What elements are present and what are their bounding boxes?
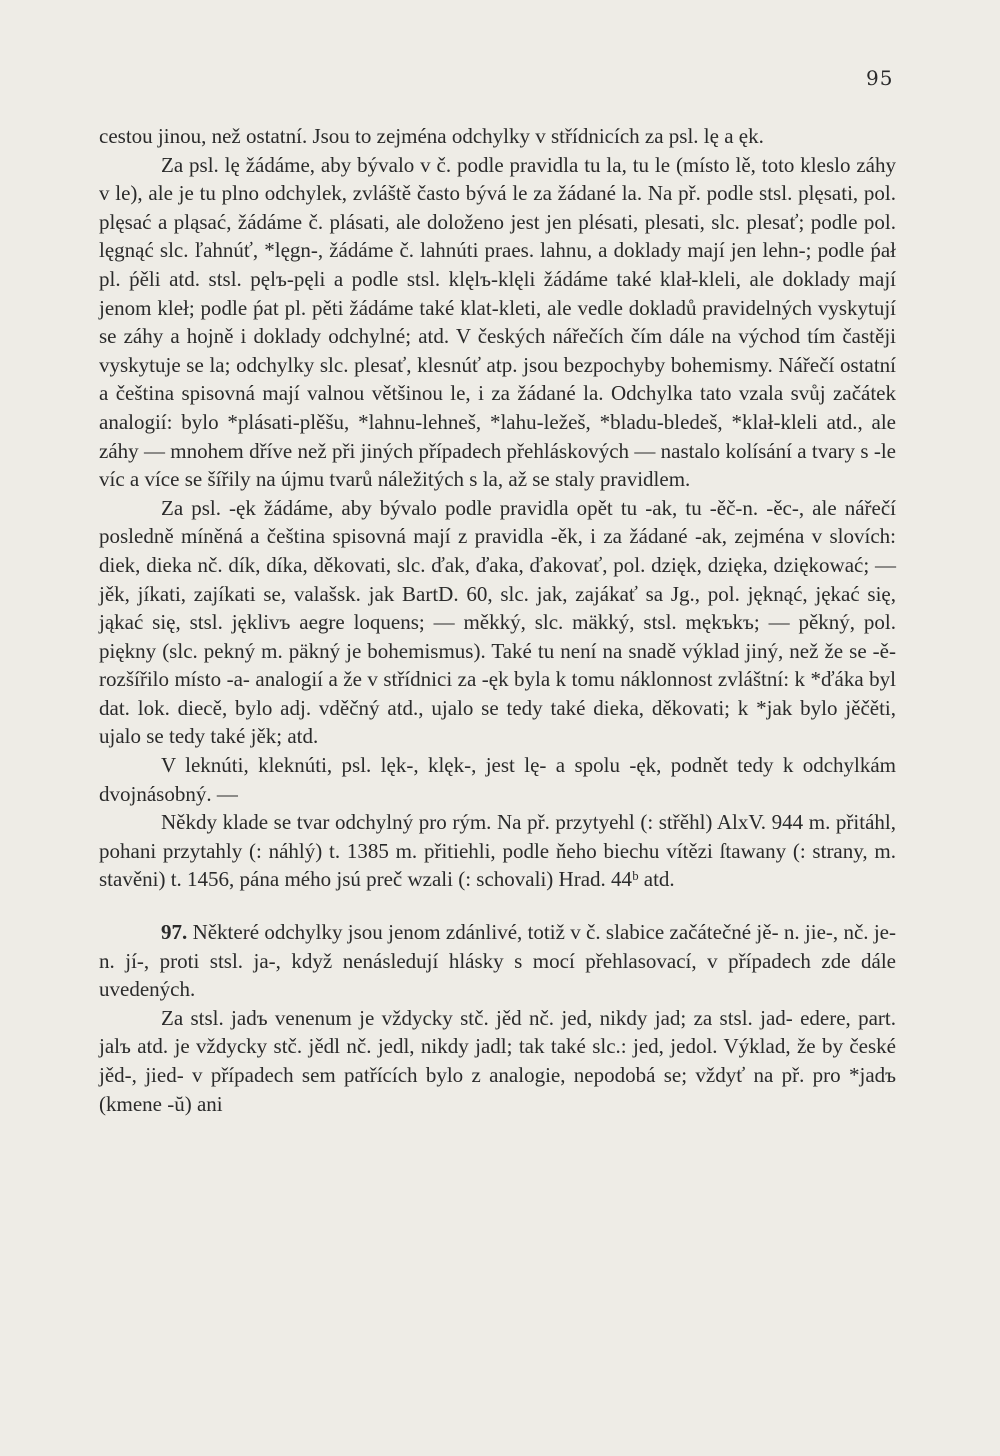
paragraph: Někdy klade se tvar odchylný pro rým. Na př. przytyehl (: střěhl) AlxV. 944 m. přitáhl, pohani przytahly (: náhlý) t. 1385 m. přitiehli, podle ňeho biechu vítězi ſtawany (: strany, m. stavěni) t. 1456, pána mého jsú preč wzali (: schovali) Hrad. 44ᵇ atd. [99, 810, 896, 892]
paragraph: cestou jinou, než ostatní. Jsou to zejména odchylky v střídnicích za psl. lę a ęk. [99, 124, 764, 148]
page-number: 95 [866, 66, 894, 90]
paragraph: Za psl. -ęk žádáme, aby bývalo podle pravidla opět tu -ak, tu -ěč-n. -ěc-, ale nářečí posledně míněná a čeština spisovná mají z pravidla -ěk, i za žádané -ak, zejména v slovích: diek, dieka nč. dík, díka, děkovati, slc. ďak, ďaka, ďakovať, pol. dzięk, dzięka, dziękować; — jěk, jíkati, zajíkati se, valašsk. jak BartD. 60, slc. jak, zajákať sa Jg., pol. jęknąć, jękać się, jąkać się, stsl. jęklivъ aegre loquens; — měkký, slc. mäkký, stsl. mękъkъ; — pěkný, pol. piękny (slc. pekný m. päkný je bohemismus). Také tu není na snadě výklad jiný, než že se -ě- rozšířilo místo -a- analogií a že v střídnici za -ęk byla k tomu náklonnost zvláštní: k *ďáka byl dat. lok. diecě, bylo adj. vděčný atd., ujalo se tedy také dieka, děkovati; k *jak bylo jěčěti, ujalo se tedy také jěk; atd. [99, 495, 896, 749]
section-97-paragraph [99, 918, 896, 1004]
body-text [99, 122, 896, 1118]
paragraph: Za stsl. jadъ venenum je vždycky stč. jěd nč. jed, nikdy jad; za stsl. jad- edere, part. jalъ atd. je vždycky stč. jědl nč. jedl, nikdy jadl; tak také slc.: jed, jedol. Výklad, že by české jěd-, jied- v případech sem patřících bylo z analogie, nepodobá se; vždyť na př. pro *jadъ (kmene -ŭ) ani [99, 1005, 896, 1116]
section-97-text: Některé odchylky jsou jenom zdánlivé, totiž v č. slabice začátečné jě- n. jie-, nč. je- n. jí-, proti stsl. ja-, když nenásledují hlásky s mocí přehlasovací, v případech zde dále uvedených. [99, 920, 896, 1002]
paragraph: Za psl. lę žádáme, aby bývalo v č. podle pravidla tu la, tu le (místo lě, toto kleslo záhy v le), ale je tu plno odchylek, zvláště často bývá le za žádané la. Na př. podle stsl. plęsati, pol. plęsać a pląsać, žádáme č. plásati, ale doloženo jest jen plésati, plesati, slc. plesať; podle pol. lęgnąć slc. ľahnúť, *lęgn-, žádáme č. lahnúti praes. lahnu, a doklady mají jen lehn-; podle ṕał pl. ṕěli atd. stsl. pęlъ-pęli a podle stsl. klęlъ-klęli žádáme také klał-kleli, ale doklady mají jenom kleł; podle ṕat pl. pěti žádáme také klat-kleti, ale vedle dokladů pravidelných vyskytují se záhy a hojně i doklady odchylné; atd. V českých nářečích čím dále na východ tím častěji vyskytuje se la; odchylky slc. plesať, klesnúť atp. jsou bezpochyby bohemismy. Nářečí ostatní a čeština spisovná mají valnou většinou le, i za žádané la. Odchylka tato vzala svůj začátek analogií: bylo *plásati-plěšu, *lahnu-lehneš, *lahu-ležeš, *bladu-bledeš, *klał-kleli atd., ale záhy — mnohem dříve než při jiných případech přehláskových — nastalo kolísání a tvary s -le víc a více se šířily na újmu tvarů náležitých s la, až se staly pravidlem. [99, 152, 896, 492]
paragraph: V leknúti, kleknúti, psl. lęk-, klęk-, jest lę- a spolu -ęk, podnět tedy k odchylkám dvojnásobný. — [99, 753, 896, 806]
section-number: 97. [161, 920, 188, 945]
